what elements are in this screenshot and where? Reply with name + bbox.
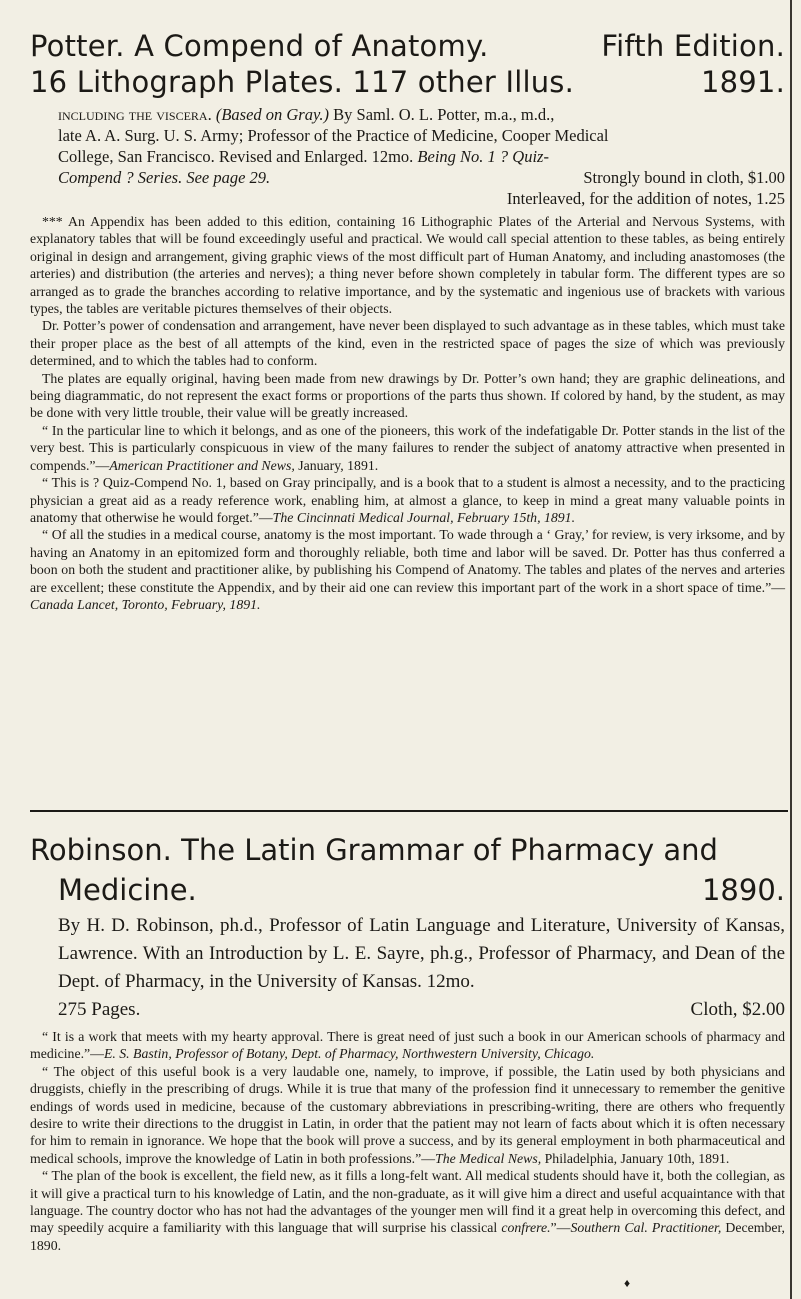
ad-robinson-latin-grammar — [30, 830, 785, 1254]
desc-line1a: including the viscera. — [58, 105, 212, 124]
desc-line1b: (Based on Gray.) — [215, 105, 330, 124]
subtitle-right: 1891. — [700, 65, 785, 99]
subtitle-left: 16 Lithograph Plates. 117 other Illus. — [30, 65, 575, 99]
desc-line4-italic: Compend ? Series. See page 29. — [58, 168, 271, 187]
title-right: Fifth Edition. — [601, 29, 785, 63]
appendix-paragraph: *** An Appendix has been added to this edition, containing 16 Lithographic Plates of the Arterial and Nervous Systems, with explanatory tables that will be found exceedingly useful and practical. We would call special attention to these tables, as being entirely original in design and arrangement, giving graphic views of the most difficult part of Human Anatomy, and including anastomoses (the arteries) and distribution (the arteries and nerves); a thing never before shown completely in tabular form. The different types are so arranged as to grade the branches according to relative importance, and by the systematic and ingenious use of brackets with various types, the tables are veritable pictures themselves of their objects. — [30, 214, 785, 317]
quote-date: Philadelphia, January 10th, 1891. — [541, 1150, 730, 1166]
quote-text: “ This is ? Quiz-Compend No. 1, based on Gray principally, and is a book that to a student is almost a necessity, and to the practicing physician a great aid as a ready reference work, enabling him, at almost a glance, to keep in mind a great many valuable points in anatomy that otherwise he would forget.”— — [30, 475, 785, 525]
quote-source: Canada Lancet, Toronto, February, 1891. — [30, 596, 261, 612]
price-cloth: Strongly bound in cloth, $1.00 — [583, 168, 785, 187]
quote-source: E. S. Bastin, Professor of Botany, Dept. of Pharmacy, Northwestern University, Chicago. — [103, 1046, 595, 1062]
plates-paragraph: The plates are equally original, having been made from new drawings by Dr. Potter’s own hand; they are graphic delineations, and being diagrammatic, do not represent the exact forms or proportions of the parts thus shown. If colored by hand, by the student, as may be done with very little trouble, their value will be greatly increased. — [30, 370, 785, 421]
page-count: 275 Pages. — [58, 999, 141, 1020]
price-interleaved: Interleaved, for the addition of notes, 1.25 — [506, 189, 785, 208]
subtitle-right: 1890. — [701, 873, 785, 907]
review-quote — [30, 526, 785, 613]
desc-line3-italic: Being No. 1 ? Quiz- — [417, 147, 549, 166]
section-divider — [30, 810, 788, 812]
review-quote — [30, 1063, 785, 1167]
ad-potter-compend — [30, 28, 785, 613]
desc-line1c: By Saml. O. L. Potter, m.a., m.d., — [333, 105, 555, 124]
desc-line3: College, San Francisco. Revised and Enlarged. 12mo. — [58, 147, 414, 166]
quote-text: “ The object of this useful book is a very laudable one, namely, to improve, if possible, the Latin used by both physicians and druggists, chiefly in the prescribing of drugs. While it is true that many of the profession find it unnecessary to remember the genitive endings of words used in medicine, because of the customary abbreviations in prescribing-writing, there are others who frequently desire to write their directions to the druggist in Latin, in order that the patient may not learn of facts about which it is often necessary for him to remain in ignorance. We hope that the book will prove a success, and by its general employment in both pharmaceutical and medical schools, improve the knowledge of Latin in both professions.”— — [30, 1063, 785, 1166]
quote-source: The Medical News, — [435, 1150, 542, 1166]
review-quote — [30, 1167, 785, 1254]
quote-date: December, 1890. — [30, 1220, 786, 1253]
desc-text: By H. D. Robinson, ph.d., Professor of Latin Language and Literature, University of Kansas, Lawrence. With an Introduction by L. E. Sayre, ph.g., Professor of Pharmacy, and Dean of the Dept. of Pharmacy, in the University of Kansas. 12mo. — [58, 915, 785, 992]
ad-description — [58, 104, 785, 209]
desc-line2: late A. A. Surg. U. S. Army; Professor of the Practice of Medicine, Cooper Medical — [58, 126, 609, 145]
ad-title — [30, 28, 785, 64]
price-cloth: Cloth, $2.00 — [690, 999, 785, 1020]
quote-source: Southern Cal. Practitioner, — [570, 1220, 722, 1236]
quote-text: “ The plan of the book is excellent, the field new, as it fills a long-felt want. All medical students should have it, both the collegian, as it will give a practical turn to his knowledge of Latin, and the non-graduate, as it will give him a direct and useful acquaintance with that language. The country doctor who has not had the advantages of the younger men will find it a great help in overcoming this defect, and may speedily acquire a familiarity with this language that will surprise his classical — [30, 1168, 785, 1236]
ad-subtitle — [30, 64, 785, 100]
page-edge-rule — [790, 0, 792, 1299]
quote-source: American Practitioner and News, — [109, 457, 295, 473]
subtitle-left: Medicine. — [58, 873, 197, 907]
footer-mark: ♦ — [624, 1276, 631, 1290]
review-quote — [30, 474, 785, 526]
review-quote — [30, 1028, 785, 1063]
quote-text: “ Of all the studies in a medical course, anatomy is the most important. To wade through a ‘ Gray,’ for review, is very irksome, and by having an Anatomy in an epitomized form and thoroughly reliable, both time and labor will be saved. Dr. Potter has thus conferred a boon on both the student and practitioner alike, by publishing his Compend of Anatomy. The tables and plates of the nerves and arteries are excellent; these constitute the Appendix, and by their aid one can review this important part of the work in a short space of time.”— — [30, 527, 785, 595]
quote-end: ”— — [550, 1220, 571, 1236]
ad-description — [58, 912, 785, 1024]
quote-source: The Cincinnati Medical Journal, February 15th, 1891. — [272, 509, 576, 525]
condensation-paragraph: Dr. Potter’s power of condensation and arrangement, have never been displayed to such advantage as in these tables, which must take their proper place as the best of all attempts of the kind, even in the restricted space of pages the size of which was previously determined, and to which the tables had to conform. — [30, 318, 785, 369]
quote-word: confrere. — [501, 1220, 551, 1236]
title-left: Potter. A Compend of Anatomy. — [30, 29, 489, 63]
ad-title: Robinson. The Latin Grammar of Pharmacy and — [30, 833, 718, 867]
quote-date: January, 1891. — [294, 457, 379, 473]
quote-text: “ In the particular line to which it belongs, and as one of the pioneers, this work of the indefatigable Dr. Potter stands in the list of the very best. This is particularly conspicuous in view of the many failures to render the subject of anatomy attractive when presented in compends.”— — [30, 422, 785, 473]
quote-text: “ It is a work that meets with my hearty approval. There is great need of just such a book in our American schools of pharmacy and medicine.”— — [30, 1029, 785, 1062]
ad-subtitle — [30, 870, 785, 910]
review-quote — [30, 422, 785, 474]
